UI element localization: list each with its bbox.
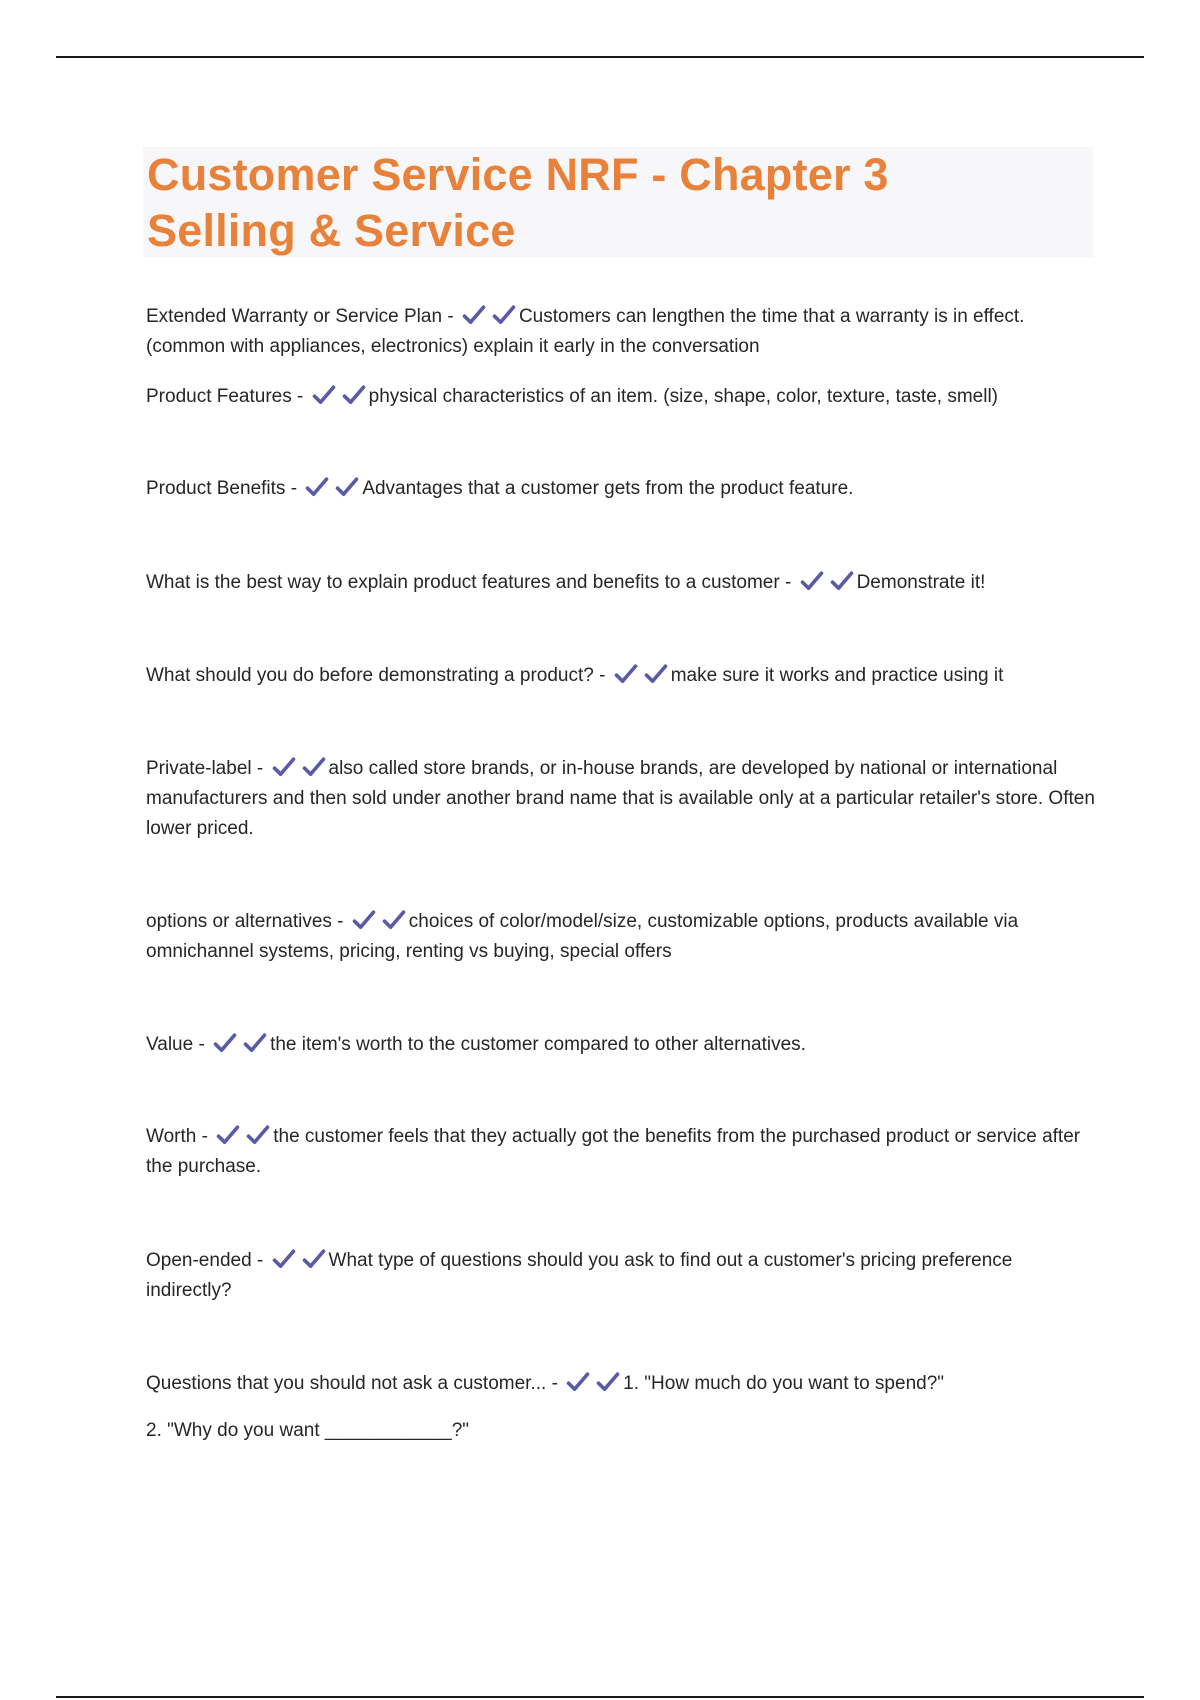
check-marks: [302, 478, 362, 499]
flashcard-entry: [146, 754, 1096, 844]
check-mark-icon: [305, 476, 329, 498]
flashcard-answer: What type of questions should you ask to find out a customer's pricing preference indirectly?: [146, 1250, 1013, 1301]
flashcard-entry: [146, 1246, 1096, 1306]
title-banner: [143, 147, 1093, 257]
flashcard-answer: Customers can lengthen the time that a warranty is in effect. (common with appliances, electronics) explain it early in the conversation: [146, 306, 1025, 357]
flashcard-term: Worth: [146, 1126, 197, 1147]
flashcard-entry: [146, 382, 1096, 412]
flashcard-entry: [146, 568, 1096, 598]
check-mark-icon: [352, 909, 376, 931]
flashcard-term: Value: [146, 1034, 194, 1055]
check-mark-icon: [302, 1248, 326, 1270]
check-mark-icon: [335, 476, 359, 498]
term-separator: -: [447, 306, 454, 327]
check-mark-icon: [596, 1371, 620, 1393]
check-marks: [797, 572, 857, 593]
flashcard-term: Extended Warranty or Service Plan: [146, 306, 443, 327]
check-mark-icon: [830, 570, 854, 592]
flashcard-answer: the customer feels that they actually got the benefits from the purchased product or service after the purchase.: [146, 1126, 1081, 1177]
check-mark-icon: [566, 1371, 590, 1393]
bottom-rule: [56, 1696, 1144, 1698]
check-mark-icon: [243, 1032, 267, 1054]
flashcard-answer: also called store brands, or in-house brands, are developed by national or international manufacturers and then sold under another brand name that is available only at a particular retailer's store. Often lower priced.: [146, 758, 1095, 839]
check-mark-icon: [272, 1248, 296, 1270]
term-separator: -: [337, 911, 344, 932]
check-marks: [269, 758, 329, 779]
check-mark-icon: [644, 663, 668, 685]
flashcard-term: Product Benefits: [146, 478, 286, 499]
check-marks: [213, 1126, 273, 1147]
check-marks: [563, 1373, 623, 1394]
term-separator: -: [256, 758, 264, 779]
check-mark-icon: [800, 570, 824, 592]
flashcard-entry: [146, 1030, 1096, 1060]
check-marks: [269, 1250, 329, 1271]
check-mark-icon: [213, 1032, 237, 1054]
term-separator: -: [290, 478, 298, 499]
term-separator: -: [599, 665, 606, 686]
flashcard-entry: [146, 1369, 1096, 1446]
term-separator: -: [784, 572, 792, 593]
flashcard-term: Open-ended: [146, 1250, 252, 1271]
flashcard-term: Product Features: [146, 386, 292, 407]
check-marks: [459, 306, 519, 327]
check-marks: [309, 386, 369, 407]
flashcard-term: What should you do before demonstrating a product?: [146, 665, 594, 686]
term-separator: -: [256, 1250, 264, 1271]
check-marks: [611, 665, 671, 686]
check-marks: [210, 1034, 270, 1055]
term-separator: -: [297, 386, 304, 407]
flashcard-term: Questions that you should not ask a customer...: [146, 1373, 547, 1394]
term-separator: -: [201, 1126, 208, 1147]
flashcard-entry: [146, 302, 1096, 362]
flashcard-entry: [146, 661, 1096, 691]
title-line-2: Selling & Service: [147, 205, 516, 256]
check-mark-icon: [342, 384, 366, 406]
check-mark-icon: [462, 304, 486, 326]
flashcard-answer: make sure it works and practice using it: [670, 665, 1004, 686]
flashcard-answer: the item's worth to the customer compared to other alternatives.: [270, 1034, 806, 1055]
flashcard-answer: Advantages that a customer gets from the product feature.: [362, 478, 854, 499]
check-mark-icon: [312, 384, 336, 406]
check-mark-icon: [614, 663, 638, 685]
flashcard-answer-line-2: 2. "Why do you want ____________?": [146, 1420, 469, 1441]
flashcard-answer: Demonstrate it!: [856, 572, 986, 593]
top-rule: [56, 56, 1144, 58]
flashcard-answer: choices of color/model/size, customizable options, products available via omnichannel systems, pricing, renting vs buying, special offers: [146, 911, 1019, 962]
flashcard-entry: [146, 474, 1096, 504]
check-mark-icon: [272, 756, 296, 778]
flashcard-answer: 1. "How much do you want to spend?": [623, 1373, 945, 1394]
flashcard-term: Private-label: [146, 758, 252, 779]
check-marks: [349, 911, 409, 932]
term-separator: -: [551, 1373, 558, 1394]
flashcard-entry: [146, 1122, 1096, 1182]
title-line-1: Customer Service NRF - Chapter 3: [147, 149, 889, 200]
flashcard-answer: physical characteristics of an item. (size, shape, color, texture, taste, smell): [368, 386, 998, 407]
term-separator: -: [198, 1034, 205, 1055]
check-mark-icon: [302, 756, 326, 778]
document-title: [147, 147, 1089, 259]
check-mark-icon: [246, 1124, 270, 1146]
check-mark-icon: [216, 1124, 240, 1146]
flashcard-entry: [146, 907, 1096, 967]
check-mark-icon: [492, 304, 516, 326]
flashcard-term: options or alternatives: [146, 911, 332, 932]
flashcard-term: What is the best way to explain product features and benefits to a customer: [146, 572, 780, 593]
check-mark-icon: [382, 909, 406, 931]
